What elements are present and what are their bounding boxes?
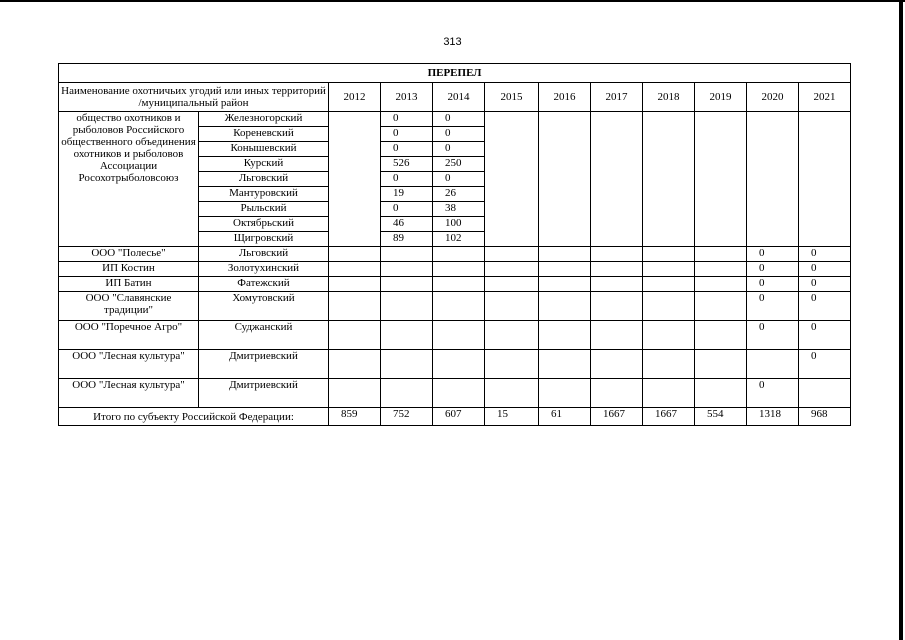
cell-2012 (329, 292, 381, 321)
cell-2019 (695, 321, 747, 350)
cell-2012 (329, 112, 381, 247)
total-2019: 554 (695, 408, 747, 426)
cell-2019 (695, 379, 747, 408)
cell-2013 (381, 350, 433, 379)
cell-2018 (643, 321, 695, 350)
total-2018: 1667 (643, 408, 695, 426)
cell-2014: 26 (433, 187, 485, 202)
cell-2012 (329, 247, 381, 262)
cell-2013: 526 (381, 157, 433, 172)
cell-2013: 0 (381, 172, 433, 187)
total-2017: 1667 (591, 408, 643, 426)
year-header-2020: 2020 (747, 83, 799, 112)
cell-2014: 0 (433, 112, 485, 127)
cell-2016 (539, 112, 591, 247)
cell-2014 (433, 277, 485, 292)
cell-2018 (643, 350, 695, 379)
year-header-2012: 2012 (329, 83, 381, 112)
cell-2015 (485, 350, 539, 379)
cell-2012 (329, 379, 381, 408)
table-row (59, 350, 851, 379)
cell-2019 (695, 350, 747, 379)
district-name: Фатежский (199, 277, 329, 292)
cell-2018 (643, 379, 695, 408)
cell-2014 (433, 321, 485, 350)
district-name: Льговский (199, 247, 329, 262)
table-row (59, 292, 851, 321)
district-name: Железногорский (199, 112, 329, 127)
cell-2020: 0 (747, 379, 799, 408)
cell-2018 (643, 247, 695, 262)
scan-edge-top (0, 0, 905, 2)
district-name: Щигровский (199, 232, 329, 247)
table-row (59, 247, 851, 262)
district-name: Курский (199, 157, 329, 172)
district-name: Дмитриевский (199, 350, 329, 379)
total-body (59, 408, 851, 426)
cell-2012 (329, 277, 381, 292)
org-name: ООО "Поречное Агро" (59, 321, 199, 350)
cell-2014 (433, 262, 485, 277)
cell-2017 (591, 321, 643, 350)
table-row (59, 379, 851, 408)
cell-2014 (433, 292, 485, 321)
cell-2020: 0 (747, 321, 799, 350)
cell-2021: 0 (799, 277, 851, 292)
cell-2014: 0 (433, 172, 485, 187)
district-name: Конышевский (199, 142, 329, 157)
cell-2013 (381, 247, 433, 262)
cell-2017 (591, 292, 643, 321)
cell-2014 (433, 379, 485, 408)
cell-2012 (329, 262, 381, 277)
cell-2021: 0 (799, 262, 851, 277)
header-row (59, 83, 851, 112)
total-label: Итого по субъекту Российской Федерации: (59, 408, 329, 426)
total-2020: 1318 (747, 408, 799, 426)
cell-2014: 0 (433, 127, 485, 142)
cell-2020: 0 (747, 292, 799, 321)
cell-2013 (381, 321, 433, 350)
cell-2012 (329, 350, 381, 379)
cell-2017 (591, 350, 643, 379)
cell-2017 (591, 262, 643, 277)
cell-2021 (799, 112, 851, 247)
year-header-2014: 2014 (433, 83, 485, 112)
total-2012: 859 (329, 408, 381, 426)
district-name: Октябрьский (199, 217, 329, 232)
cell-2014: 250 (433, 157, 485, 172)
cell-2014: 0 (433, 142, 485, 157)
cell-2021: 0 (799, 350, 851, 379)
cell-2013: 0 (381, 202, 433, 217)
cell-2020: 0 (747, 247, 799, 262)
cell-2016 (539, 292, 591, 321)
cell-2013 (381, 277, 433, 292)
district-name: Рыльский (199, 202, 329, 217)
cell-2019 (695, 247, 747, 262)
district-name: Суджанский (199, 321, 329, 350)
table-row (59, 112, 851, 127)
cell-2020: 0 (747, 277, 799, 292)
cell-2015 (485, 292, 539, 321)
district-name: Дмитриевский (199, 379, 329, 408)
cell-2013 (381, 292, 433, 321)
org-name: ИП Костин (59, 262, 199, 277)
cell-2019 (695, 292, 747, 321)
year-header-2018: 2018 (643, 83, 695, 112)
cell-2019 (695, 112, 747, 247)
cell-2014 (433, 247, 485, 262)
cell-2016 (539, 321, 591, 350)
cell-2014: 100 (433, 217, 485, 232)
cell-2016 (539, 350, 591, 379)
table-row (59, 321, 851, 350)
total-row (59, 408, 851, 426)
cell-2013: 89 (381, 232, 433, 247)
org-name: ООО "Полесье" (59, 247, 199, 262)
cell-2015 (485, 262, 539, 277)
year-header-2021: 2021 (799, 83, 851, 112)
cell-2021: 0 (799, 247, 851, 262)
cell-2018 (643, 277, 695, 292)
district-name: Хомутовский (199, 292, 329, 321)
cell-2019 (695, 262, 747, 277)
cell-2016 (539, 262, 591, 277)
total-2014: 607 (433, 408, 485, 426)
cell-2021: 0 (799, 321, 851, 350)
district-name: Мантуровский (199, 187, 329, 202)
cell-2013 (381, 379, 433, 408)
cell-2015 (485, 247, 539, 262)
cell-2013: 0 (381, 142, 433, 157)
cell-2018 (643, 292, 695, 321)
org-name: ООО "Лесная культура" (59, 379, 199, 408)
org-name: ИП Батин (59, 277, 199, 292)
cell-2012 (329, 321, 381, 350)
table-title: ПЕРЕПЕЛ (59, 64, 851, 83)
cell-2021: 0 (799, 292, 851, 321)
cell-2021 (799, 379, 851, 408)
cell-2020: 0 (747, 262, 799, 277)
district-name: Кореневский (199, 127, 329, 142)
year-header-2015: 2015 (485, 83, 539, 112)
cell-2013 (381, 262, 433, 277)
year-header-2019: 2019 (695, 83, 747, 112)
scan-edge-right (899, 0, 903, 640)
cell-2015 (485, 379, 539, 408)
cell-2013: 0 (381, 112, 433, 127)
year-header-2016: 2016 (539, 83, 591, 112)
cell-2014 (433, 350, 485, 379)
cell-2019 (695, 277, 747, 292)
org-name: общество охотников и рыболовов Российского общественного объединения охотников и рыболовов Ассоциации Росохотрыболовсоюз (59, 112, 199, 247)
org-name: ООО "Славянские традиции" (59, 292, 199, 321)
total-2016: 61 (539, 408, 591, 426)
cell-2015 (485, 112, 539, 247)
year-header-2017: 2017 (591, 83, 643, 112)
header-name: Наименование охотничьих угодий или иных территорий /муниципальный район (59, 83, 329, 112)
cell-2013: 0 (381, 127, 433, 142)
page-number: 313 (443, 36, 462, 48)
hunting-table (58, 63, 851, 426)
group1-body (59, 112, 851, 247)
cell-2020 (747, 350, 799, 379)
cell-2013: 19 (381, 187, 433, 202)
total-2015: 15 (485, 408, 539, 426)
other-rows (59, 247, 851, 408)
cell-2014: 38 (433, 202, 485, 217)
table-row (59, 262, 851, 277)
cell-2016 (539, 247, 591, 262)
cell-2018 (643, 262, 695, 277)
cell-2017 (591, 379, 643, 408)
cell-2015 (485, 277, 539, 292)
cell-2013: 46 (381, 217, 433, 232)
cell-2017 (591, 277, 643, 292)
year-header-2013: 2013 (381, 83, 433, 112)
total-2013: 752 (381, 408, 433, 426)
district-name: Льговский (199, 172, 329, 187)
total-2021: 968 (799, 408, 851, 426)
cell-2020 (747, 112, 799, 247)
cell-2016 (539, 277, 591, 292)
cell-2017 (591, 247, 643, 262)
cell-2018 (643, 112, 695, 247)
cell-2015 (485, 321, 539, 350)
district-name: Золотухинский (199, 262, 329, 277)
cell-2017 (591, 112, 643, 247)
org-name: ООО "Лесная культура" (59, 350, 199, 379)
table-row (59, 277, 851, 292)
cell-2016 (539, 379, 591, 408)
cell-2014: 102 (433, 232, 485, 247)
